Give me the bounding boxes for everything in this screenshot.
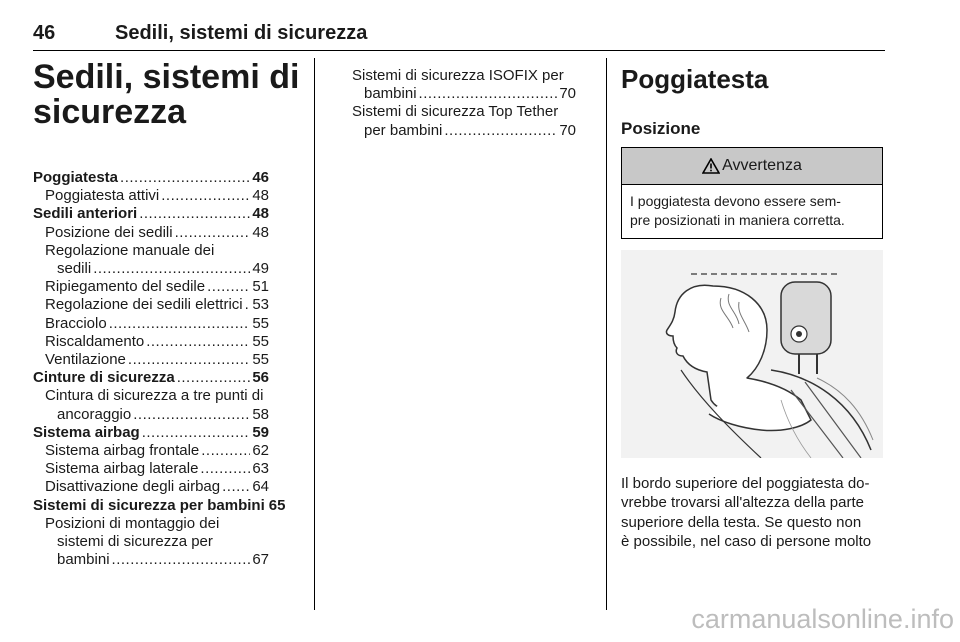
toc-entry [33,205,269,223]
toc-entry-title: bambini [364,85,417,103]
toc-entry-page: 70 [559,85,576,103]
running-title: Sedili, sistemi di sicurezza [115,22,368,44]
toc-entry-title: sedili [57,260,92,278]
toc-dot-leader [222,478,250,496]
toc-dot-leader [161,187,250,205]
toc-dot-leader [444,122,557,140]
column-divider-right [606,58,607,610]
toc-entry [33,187,269,205]
toc-entry [33,551,269,569]
toc-dot-leader [133,406,250,424]
toc-entry-title: Sistemi di sicurezza per bambini [33,496,265,514]
toc-entry-title: Sedili anteriori [33,205,138,223]
warning-text [622,185,882,230]
toc-dot-leader [200,460,250,478]
toc-entry-title: Disattivazione degli airbag [45,478,221,496]
toc-dot-leader [177,369,251,387]
toc-dot-leader [207,278,250,296]
toc-entry-page: 62 [252,442,269,460]
toc-entry [33,260,269,278]
toc-entry-page: 55 [252,351,269,369]
toc-entry-page: 49 [252,260,269,278]
body-text [621,474,891,551]
body-line-1: Il bordo superiore del poggiatesta do- [621,475,870,492]
toc-entry-title: Sistema airbag frontale [45,442,200,460]
toc-entry-page: 48 [252,187,269,205]
toc-dot-leader [139,205,250,223]
toc-entry-title: Riscaldamento [45,332,145,350]
toc-entry-line: Sistemi di sicurezza Top Tether [352,103,559,121]
toc-entry [33,442,269,460]
toc-entry-page: 64 [252,478,269,496]
toc-entry [33,351,269,369]
toc-entry-page: 53 [252,296,269,314]
toc-entry-page: 48 [252,223,269,241]
toc-entry-page: 51 [252,278,269,296]
toc-entry-title: Poggiatesta attivi [45,187,160,205]
toc-entry-title: Bracciolo [45,314,107,332]
watermark: carmanualsonline.info [691,604,954,634]
toc-dot-leader [146,333,250,351]
section-title: Poggiatesta [621,64,769,94]
warning-box [621,147,883,239]
toc-entry [33,478,269,496]
toc-entry [33,369,269,387]
toc-entry-page: 59 [252,423,269,441]
toc-dot-leader [175,224,251,242]
toc-entry [340,85,576,103]
toc-dot-leader [93,260,250,278]
chapter-title [33,60,303,130]
toc-entry [340,122,576,140]
toc-entry-page: 55 [252,332,269,350]
toc-entry-page: 48 [252,205,269,223]
toc-entry-page: 56 [252,369,269,387]
warning-icon [702,158,720,174]
toc-entry [33,169,269,187]
toc-entry [33,224,269,242]
warning-title: Avvertenza [722,157,802,174]
toc-entry [33,460,269,478]
toc-entry-title: per bambini [364,121,443,139]
toc-entry-page: 63 [252,460,269,478]
warning-line-1: I poggiatesta devono essere sem- [630,193,841,209]
toc-entry [33,406,269,424]
toc-dot-leader [245,296,251,314]
page-number: 46 [33,22,56,44]
toc-entry-line: Regolazione manuale dei [45,241,215,259]
toc-dot-leader [120,169,250,187]
toc-entry-line: Sistemi di sicurezza ISOFIX per [352,67,564,84]
toc-entry-title: Sistema airbag laterale [45,460,199,478]
toc-dot-leader [142,424,251,442]
toc-entry-line: Posizioni di montaggio dei [45,514,220,532]
toc-entry-page: 67 [252,551,269,569]
toc-entry-title: Poggiatesta [33,169,119,186]
toc-entry-title: bambini [57,551,110,569]
headrest-position-illustration [621,250,883,458]
toc-entry-line: sistemi di sicurezza per [57,533,213,551]
toc-dot-leader [201,442,250,460]
toc-dot-leader [128,351,250,369]
toc-dot-leader [112,551,251,569]
body-line-4: è possibile, nel caso di persone molto [621,532,872,550]
body-line-3: superiore della testa. Se questo non [621,513,862,531]
toc-dot-leader [109,315,251,333]
toc-entry-page: 58 [252,405,269,423]
toc-entry-title: ancoraggio [57,405,132,423]
toc-entry-title: Ripiegamento del sedile [45,278,206,296]
toc-entry-title: Regolazione dei sedili elettrici [45,296,243,314]
body-line-2: vrebbe trovarsi all'altezza della parte [621,494,864,512]
chapter-title-line2: sicurezza [33,93,187,131]
toc-entry [33,424,269,442]
toc-entry [33,296,269,314]
toc-entry-line: Cintura di sicurezza a tre punti di [45,387,264,405]
toc-entry-title: Posizione dei sedili [45,223,173,241]
toc-entry [33,278,269,296]
warning-header [622,148,882,185]
toc-entry [33,333,269,351]
toc-entry-title: Cinture di sicurezza [33,369,175,387]
toc-right [340,67,576,140]
toc-entry-page: 70 [559,121,576,139]
toc-entry [33,315,269,333]
header-rule [33,50,885,51]
toc-dot-leader [419,85,558,103]
chapter-title-line1: Sedili, sistemi di [33,58,300,96]
subsection-title: Posizione [621,119,701,138]
toc-entry-page: 55 [252,314,269,332]
toc-entry-title: Sistema airbag [33,423,140,441]
warning-line-2: pre posizionati in maniera corretta. [630,212,845,228]
toc-entry-page: 46 [252,169,269,186]
toc-entry-title: Ventilazione [45,351,126,369]
toc-entry-page: 65 [268,496,286,514]
toc-left [33,169,286,569]
column-divider-left [314,58,315,610]
toc-entry [33,496,286,515]
